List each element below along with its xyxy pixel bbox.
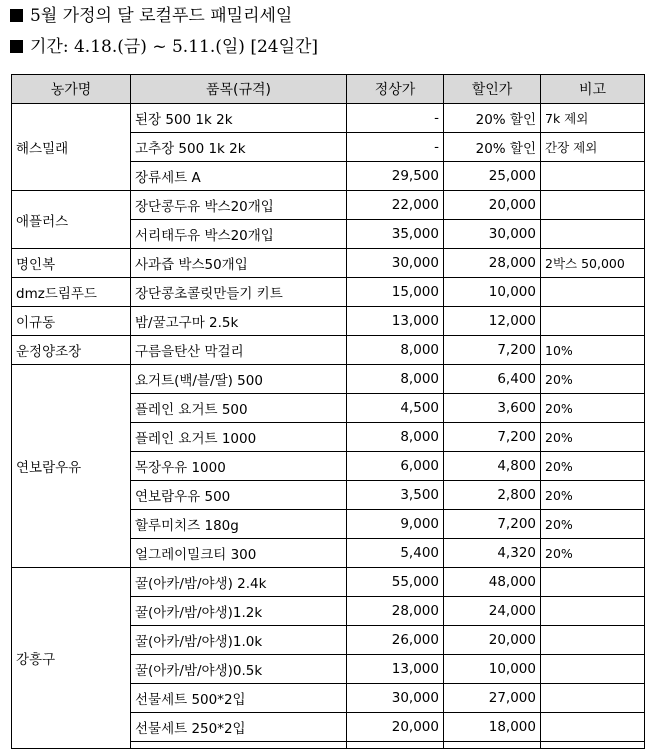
note-cell xyxy=(541,626,645,655)
regular-price-cell: 5,400 xyxy=(347,539,444,568)
note-cell xyxy=(541,278,645,307)
regular-price-cell: 20,000 xyxy=(347,713,444,742)
header-item: 품목(규격) xyxy=(131,75,347,104)
sale-period xyxy=(10,36,318,58)
square-bullet-icon xyxy=(10,40,23,53)
regular-price-cell: 22,000 xyxy=(347,191,444,220)
sale-price-cell: 24,000 xyxy=(444,597,541,626)
note-cell: 20% xyxy=(541,394,645,423)
note-cell xyxy=(541,655,645,684)
sale-price-cell: 20,000 xyxy=(444,191,541,220)
sale-price-cell: 7,200 xyxy=(444,336,541,365)
table-row xyxy=(12,307,645,336)
item-cell: 플레인 요거트 500 xyxy=(131,394,347,423)
sale-price-cell: 20,000 xyxy=(444,626,541,655)
regular-price-cell: 30,000 xyxy=(347,684,444,713)
sale-price-cell: 25,000 xyxy=(444,162,541,191)
note-cell: 20% xyxy=(541,365,645,394)
farm-name-cell: 강흥구 xyxy=(12,568,131,749)
regular-price-cell: 6,000 xyxy=(347,452,444,481)
regular-price-cell: 3,500 xyxy=(347,481,444,510)
item-cell: 연보람우유 500 xyxy=(131,481,347,510)
sale-price-cell: 48,000 xyxy=(444,568,541,597)
item-cell: 선물세트 250*2입 xyxy=(131,713,347,742)
item-cell: 구름을탄산 막걸리 xyxy=(131,336,347,365)
sale-price-cell: 7,200 xyxy=(444,510,541,539)
item-cell: 장류세트 A xyxy=(131,162,347,191)
regular-price-cell: 9,000 xyxy=(347,510,444,539)
item-cell: 꿀(아카/밤/야생)1.2k xyxy=(131,597,347,626)
note-cell: 20% xyxy=(541,510,645,539)
page-title-text: 5월 가정의 달 로컬푸드 패밀리세일 xyxy=(30,6,293,26)
item-cell: 꿀(아카/밤/야생) 2.4k xyxy=(131,568,347,597)
note-cell xyxy=(541,220,645,249)
header-sale-price: 할인가 xyxy=(444,75,541,104)
page-title xyxy=(10,5,292,27)
regular-price-cell: 13,000 xyxy=(347,655,444,684)
item-cell: 사과즙 박스50개입 xyxy=(131,249,347,278)
item-cell: 할루미치즈 180g xyxy=(131,510,347,539)
regular-price-cell: 8,000 xyxy=(347,336,444,365)
note-cell: 20% xyxy=(541,539,645,568)
note-cell: 간장 제외 xyxy=(541,133,645,162)
note-cell xyxy=(541,191,645,220)
note-cell: 7k 제외 xyxy=(541,104,645,133)
note-cell xyxy=(541,684,645,713)
note-cell xyxy=(541,597,645,626)
header-farm: 농가명 xyxy=(12,75,131,104)
regular-price-cell: 15,000 xyxy=(347,278,444,307)
sale-price-cell: 7,200 xyxy=(444,423,541,452)
note-cell: 20% xyxy=(541,481,645,510)
item-cell: 얼그레이밀크티 300 xyxy=(131,539,347,568)
item-cell: 꿀(아카/밤/야생)0.5k xyxy=(131,655,347,684)
table-body xyxy=(12,104,645,749)
sale-price-cell: 4,800 xyxy=(444,452,541,481)
square-bullet-icon xyxy=(10,9,23,22)
item-cell: 플레인 요거트 1000 xyxy=(131,423,347,452)
note-cell xyxy=(541,307,645,336)
table-row xyxy=(12,568,645,597)
regular-price-cell: 8,000 xyxy=(347,423,444,452)
item-cell: 선물세트 500*2입 xyxy=(131,684,347,713)
sale-price-cell: 20% 할인 xyxy=(444,133,541,162)
table-row xyxy=(12,104,645,133)
sale-price-cell: 10,000 xyxy=(444,655,541,684)
item-cell: 요거트(백/블/딸) 500 xyxy=(131,365,347,394)
item-cell: 서리태두유 박스20개입 xyxy=(131,220,347,249)
regular-price-cell: 28,000 xyxy=(347,597,444,626)
regular-price-cell: - xyxy=(347,133,444,162)
sale-price-cell: 27,000 xyxy=(444,684,541,713)
note-cell: 2박스 50,000 xyxy=(541,249,645,278)
sale-price-cell: 20% 할인 xyxy=(444,104,541,133)
item-cell: 된장 500 1k 2k xyxy=(131,104,347,133)
regular-price-cell: - xyxy=(347,104,444,133)
empty-cell xyxy=(131,742,347,749)
table-header-row xyxy=(12,75,645,104)
sale-price-cell: 12,000 xyxy=(444,307,541,336)
table-row xyxy=(12,278,645,307)
item-cell: 밤/꿀고구마 2.5k xyxy=(131,307,347,336)
item-cell: 장단콩초콜릿만들기 키트 xyxy=(131,278,347,307)
sale-price-cell: 2,800 xyxy=(444,481,541,510)
regular-price-cell: 55,000 xyxy=(347,568,444,597)
farm-name-cell: dmz드림푸드 xyxy=(12,278,131,307)
table-row xyxy=(12,365,645,394)
header-regular-price: 정상가 xyxy=(347,75,444,104)
item-cell: 꿀(아카/밤/야생)1.0k xyxy=(131,626,347,655)
empty-cell xyxy=(444,742,541,749)
regular-price-cell: 13,000 xyxy=(347,307,444,336)
note-cell xyxy=(541,713,645,742)
sale-price-cell: 28,000 xyxy=(444,249,541,278)
farm-name-cell: 이규동 xyxy=(12,307,131,336)
sale-price-cell: 3,600 xyxy=(444,394,541,423)
empty-cell xyxy=(541,742,645,749)
sale-table xyxy=(11,74,645,749)
header-note: 비고 xyxy=(541,75,645,104)
sale-price-cell: 6,400 xyxy=(444,365,541,394)
sale-price-cell: 10,000 xyxy=(444,278,541,307)
farm-name-cell: 해스밀래 xyxy=(12,104,131,191)
empty-cell xyxy=(347,742,444,749)
farm-name-cell: 명인복 xyxy=(12,249,131,278)
note-cell: 20% xyxy=(541,423,645,452)
sale-price-cell: 4,320 xyxy=(444,539,541,568)
farm-name-cell: 연보람우유 xyxy=(12,365,131,568)
note-cell xyxy=(541,568,645,597)
note-cell: 20% xyxy=(541,452,645,481)
item-cell: 장단콩두유 박스20개입 xyxy=(131,191,347,220)
table-row xyxy=(12,191,645,220)
farm-name-cell: 애플러스 xyxy=(12,191,131,249)
table-row xyxy=(12,336,645,365)
item-cell: 고추장 500 1k 2k xyxy=(131,133,347,162)
regular-price-cell: 26,000 xyxy=(347,626,444,655)
regular-price-cell: 30,000 xyxy=(347,249,444,278)
farm-name-cell: 운정양조장 xyxy=(12,336,131,365)
note-cell: 10% xyxy=(541,336,645,365)
regular-price-cell: 4,500 xyxy=(347,394,444,423)
table-row xyxy=(12,249,645,278)
sale-price-cell: 18,000 xyxy=(444,713,541,742)
sale-period-text: 기간: 4.18.(금) ~ 5.11.(일) [24일간] xyxy=(30,37,319,57)
item-cell: 목장우유 1000 xyxy=(131,452,347,481)
regular-price-cell: 8,000 xyxy=(347,365,444,394)
note-cell xyxy=(541,162,645,191)
regular-price-cell: 29,500 xyxy=(347,162,444,191)
regular-price-cell: 35,000 xyxy=(347,220,444,249)
sale-price-cell: 30,000 xyxy=(444,220,541,249)
